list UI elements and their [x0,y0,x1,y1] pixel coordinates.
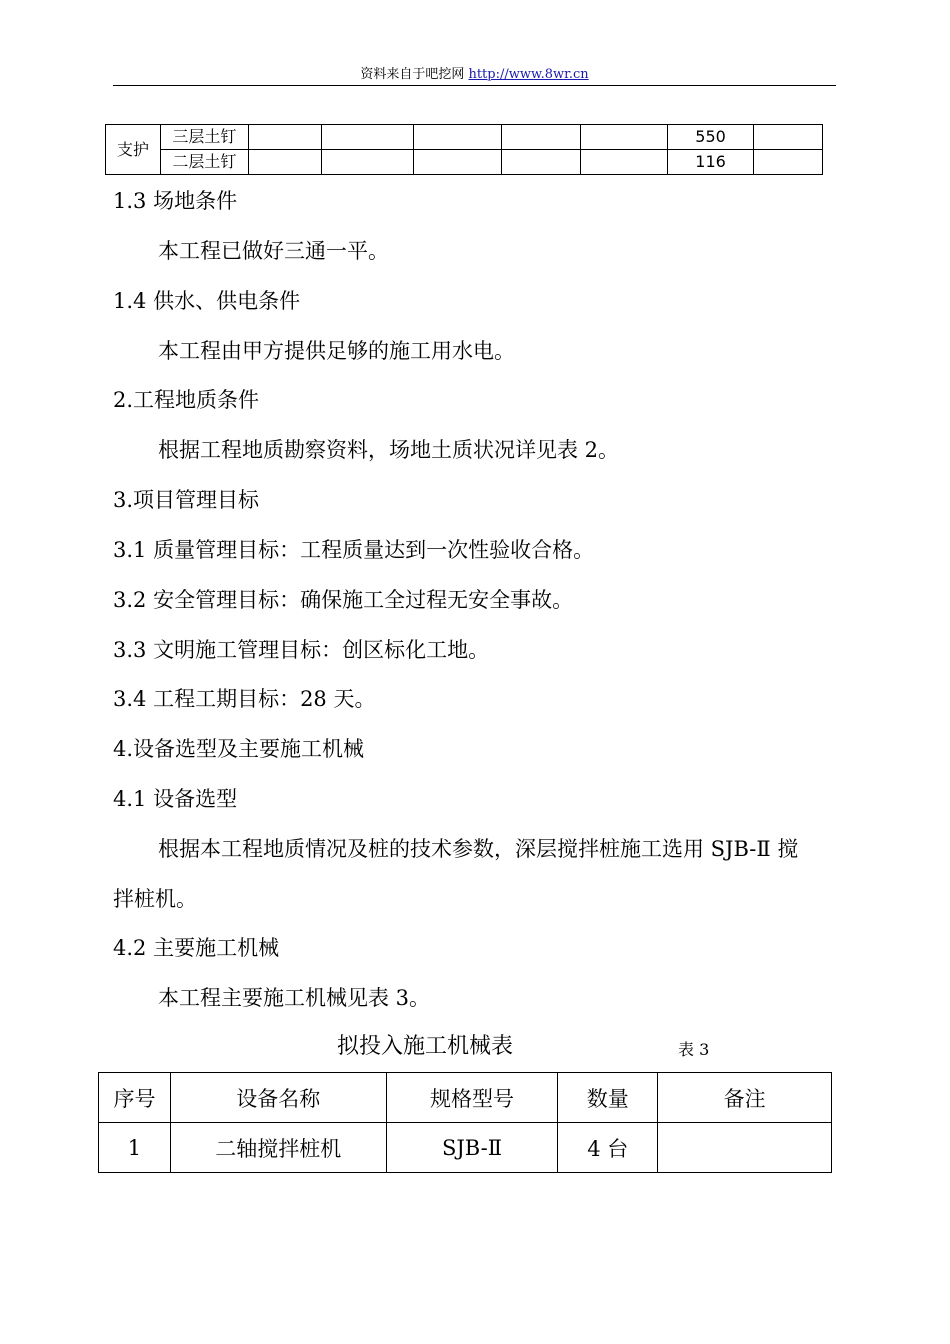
header-cell: 数量 [558,1073,658,1123]
cell: SJB-Ⅱ [386,1123,558,1173]
section-4-2-text: 本工程主要施工机械见表 3。 [158,986,431,1010]
row-value: 116 [668,150,754,175]
section-3-4: 3.4 工程工期目标：28 天。 [113,687,376,711]
header-text: 资料来自于吧挖网 [360,67,469,82]
table-header-row [99,1073,832,1123]
section-1-3-title: 1.3 场地条件 [113,189,238,213]
page-header [113,66,836,86]
cell: 二轴搅拌桩机 [170,1123,386,1173]
cell: 4 台 [558,1123,658,1173]
table-row [106,150,823,175]
cell: 1 [99,1123,171,1173]
section-2-text: 根据工程地质勘察资料，场地土质状况详见表 2。 [158,438,620,462]
section-3-title: 3.项目管理目标 [113,488,260,512]
cell [658,1123,832,1173]
row-name: 三层土钉 [160,125,248,150]
support-table [105,124,823,175]
header-cell: 备注 [658,1073,832,1123]
table-row [106,125,823,150]
section-3-2: 3.2 安全管理目标：确保施工全过程无安全事故。 [113,588,574,612]
table3-caption: 拟投入施工机械表 [337,1034,514,1059]
header-cell: 设备名称 [170,1073,386,1123]
section-1-4-title: 1.4 供水、供电条件 [113,289,301,313]
table3-number: 表 3 [678,1040,710,1059]
machinery-table [98,1072,832,1173]
section-4-2-title: 4.2 主要施工机械 [113,936,280,960]
table-row [99,1123,832,1173]
section-3-3: 3.3 文明施工管理目标：创区标化工地。 [113,638,490,662]
group-label: 支护 [106,125,161,175]
row-name: 二层土钉 [160,150,248,175]
section-4-title: 4.设备选型及主要施工机械 [113,737,365,761]
row-value: 550 [668,125,754,150]
section-2-title: 2.工程地质条件 [113,388,260,412]
section-1-3-text: 本工程已做好三通一平。 [158,239,389,263]
header-cell: 序号 [99,1073,171,1123]
section-4-1-title: 4.1 设备选型 [113,787,238,811]
section-1-4-text: 本工程由甲方提供足够的施工用水电。 [158,339,515,363]
section-4-1-text-line2: 拌桩机。 [113,887,197,911]
header-cell: 规格型号 [386,1073,558,1123]
section-4-1-text-line1: 根据本工程地质情况及桩的技术参数，深层搅拌桩施工选用 SJB-Ⅱ 搅 [158,837,799,861]
section-3-1: 3.1 质量管理目标：工程质量达到一次性验收合格。 [113,538,595,562]
header-link[interactable]: http://www.8wr.cn [468,67,589,82]
